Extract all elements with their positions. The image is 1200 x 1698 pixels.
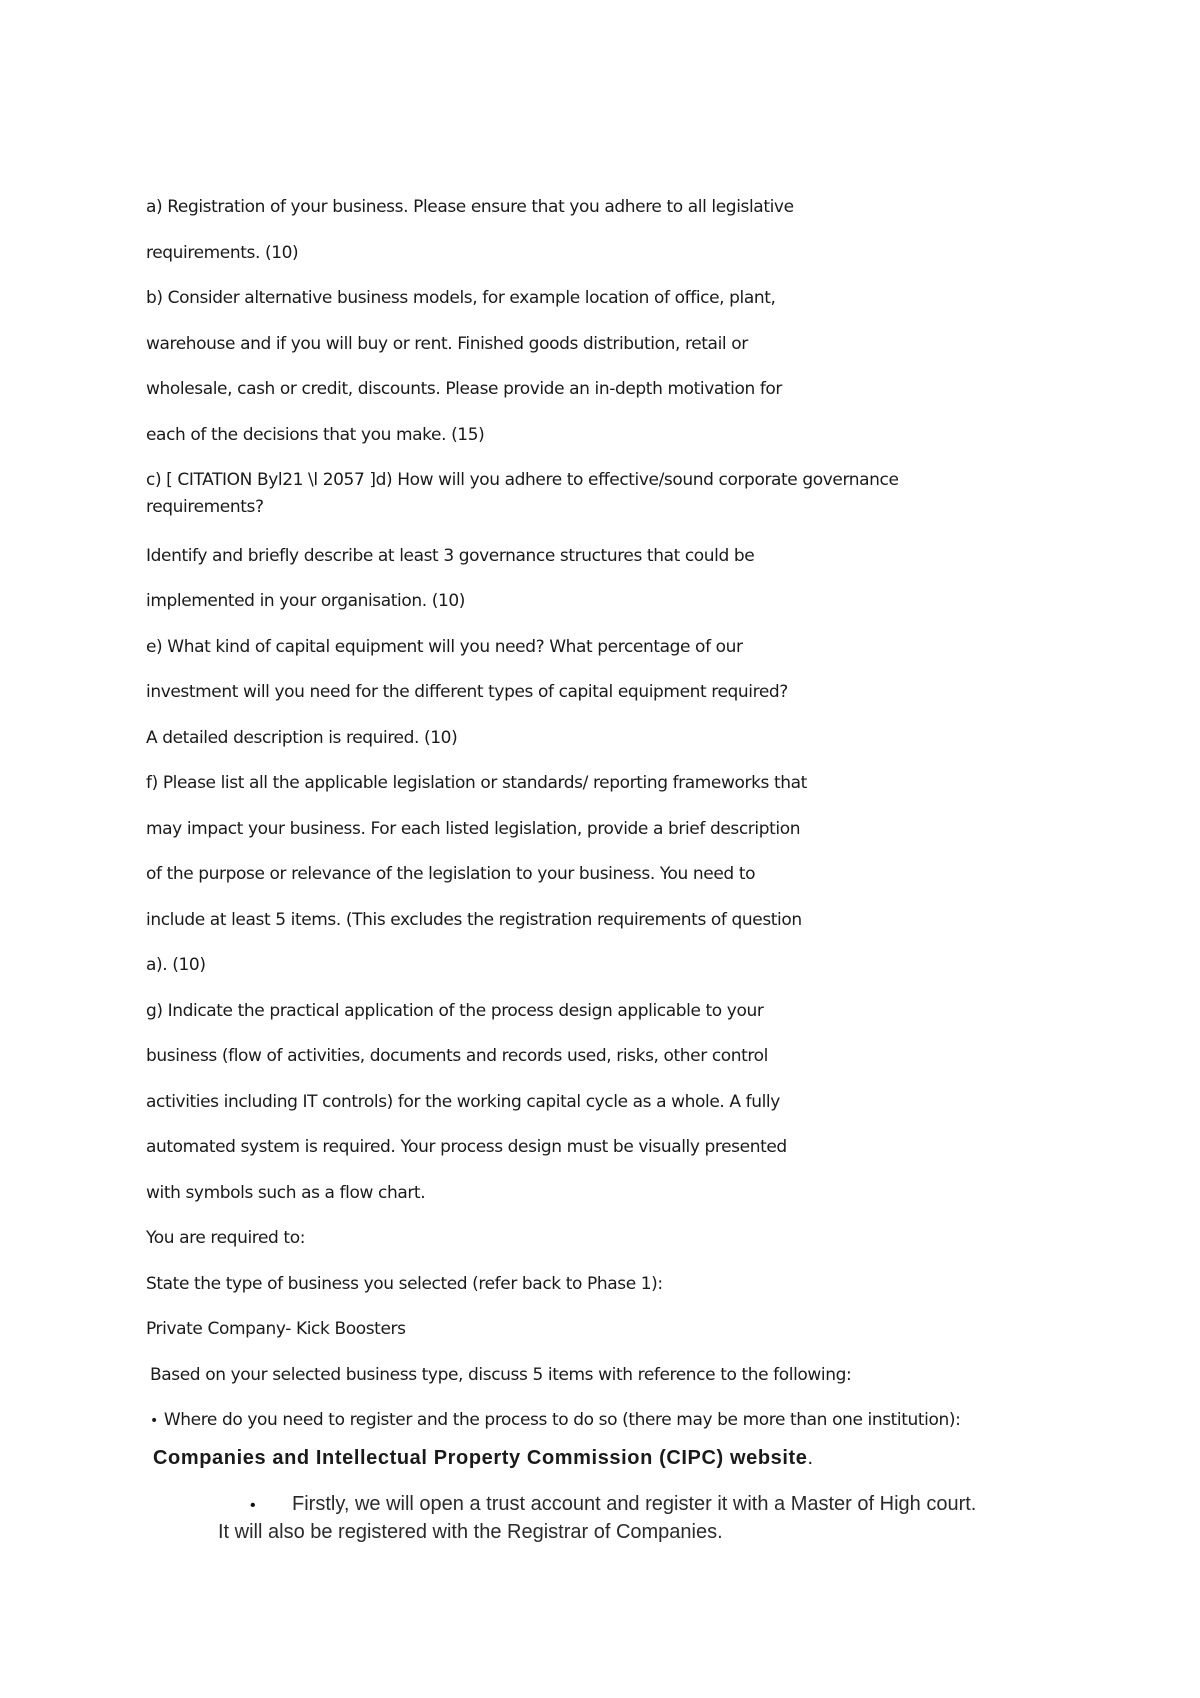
- text-line: a) Registration of your business. Please ensure that you adhere to all legislative: [146, 197, 794, 217]
- text-line: State the type of business you selected (refer back to Phase 1):: [146, 1274, 663, 1294]
- text-line: wholesale, cash or credit, discounts. Please provide an in-depth motivation for: [146, 379, 783, 399]
- heading-tail: .: [807, 1447, 814, 1469]
- text-line: a). (10): [146, 955, 206, 975]
- text-line: Based on your selected business type, discuss 5 items with reference to the following:: [150, 1365, 852, 1385]
- section-heading: [153, 1447, 814, 1470]
- text-line: e) What kind of capital equipment will you need? What percentage of our: [146, 637, 743, 657]
- text-line: Private Company- Kick Boosters: [146, 1319, 406, 1339]
- text-line: c) [ CITATION Byl21 \l 2057 ]d) How will you adhere to effective/sound corporate governance: [146, 470, 899, 490]
- text-line: activities including IT controls) for the working capital cycle as a whole. A fully: [146, 1092, 780, 1112]
- bullet-line: [150, 1409, 960, 1432]
- bullet-icon: •: [150, 1413, 158, 1429]
- bullet-line-text: Where do you need to register and the process to do so (there may be more than one institution):: [163, 1410, 961, 1430]
- text-line: investment will you need for the different types of capital equipment required?: [146, 682, 788, 702]
- text-line: A detailed description is required. (10): [146, 728, 458, 748]
- heading-text: Companies and Intellectual Property Commission (CIPC) website: [153, 1447, 808, 1469]
- text-line: include at least 5 items. (This excludes the registration requirements of question: [146, 910, 802, 930]
- text-line: with symbols such as a flow chart.: [146, 1183, 426, 1203]
- bullet-item-text: Firstly, we will open a trust account and register it with a Master of High court.: [292, 1493, 977, 1515]
- text-line: g) Indicate the practical application of the process design applicable to your: [146, 1001, 764, 1021]
- text-line: warehouse and if you will buy or rent. Finished goods distribution, retail or: [146, 334, 748, 354]
- text-line: Identify and briefly describe at least 3 governance structures that could be: [146, 546, 755, 566]
- text-line: f) Please list all the applicable legislation or standards/ reporting frameworks that: [146, 773, 807, 793]
- text-line: may impact your business. For each listed legislation, provide a brief description: [146, 819, 801, 839]
- bullet-icon: •: [250, 1497, 256, 1514]
- text-line: requirements?: [146, 497, 264, 517]
- text-line: b) Consider alternative business models, for example location of office, plant,: [146, 288, 776, 308]
- bullet-continuation: It will also be registered with the Registrar of Companies.: [218, 1521, 723, 1543]
- text-line: each of the decisions that you make. (15): [146, 425, 485, 445]
- text-line: business (flow of activities, documents and records used, risks, other control: [146, 1046, 768, 1066]
- text-line: You are required to:: [146, 1228, 306, 1248]
- text-line: of the purpose or relevance of the legislation to your business. You need to: [146, 864, 756, 884]
- text-line: automated system is required. Your process design must be visually presented: [146, 1137, 787, 1157]
- text-line: requirements. (10): [146, 243, 299, 263]
- text-line: implemented in your organisation. (10): [146, 591, 466, 611]
- bullet-item: [250, 1493, 976, 1516]
